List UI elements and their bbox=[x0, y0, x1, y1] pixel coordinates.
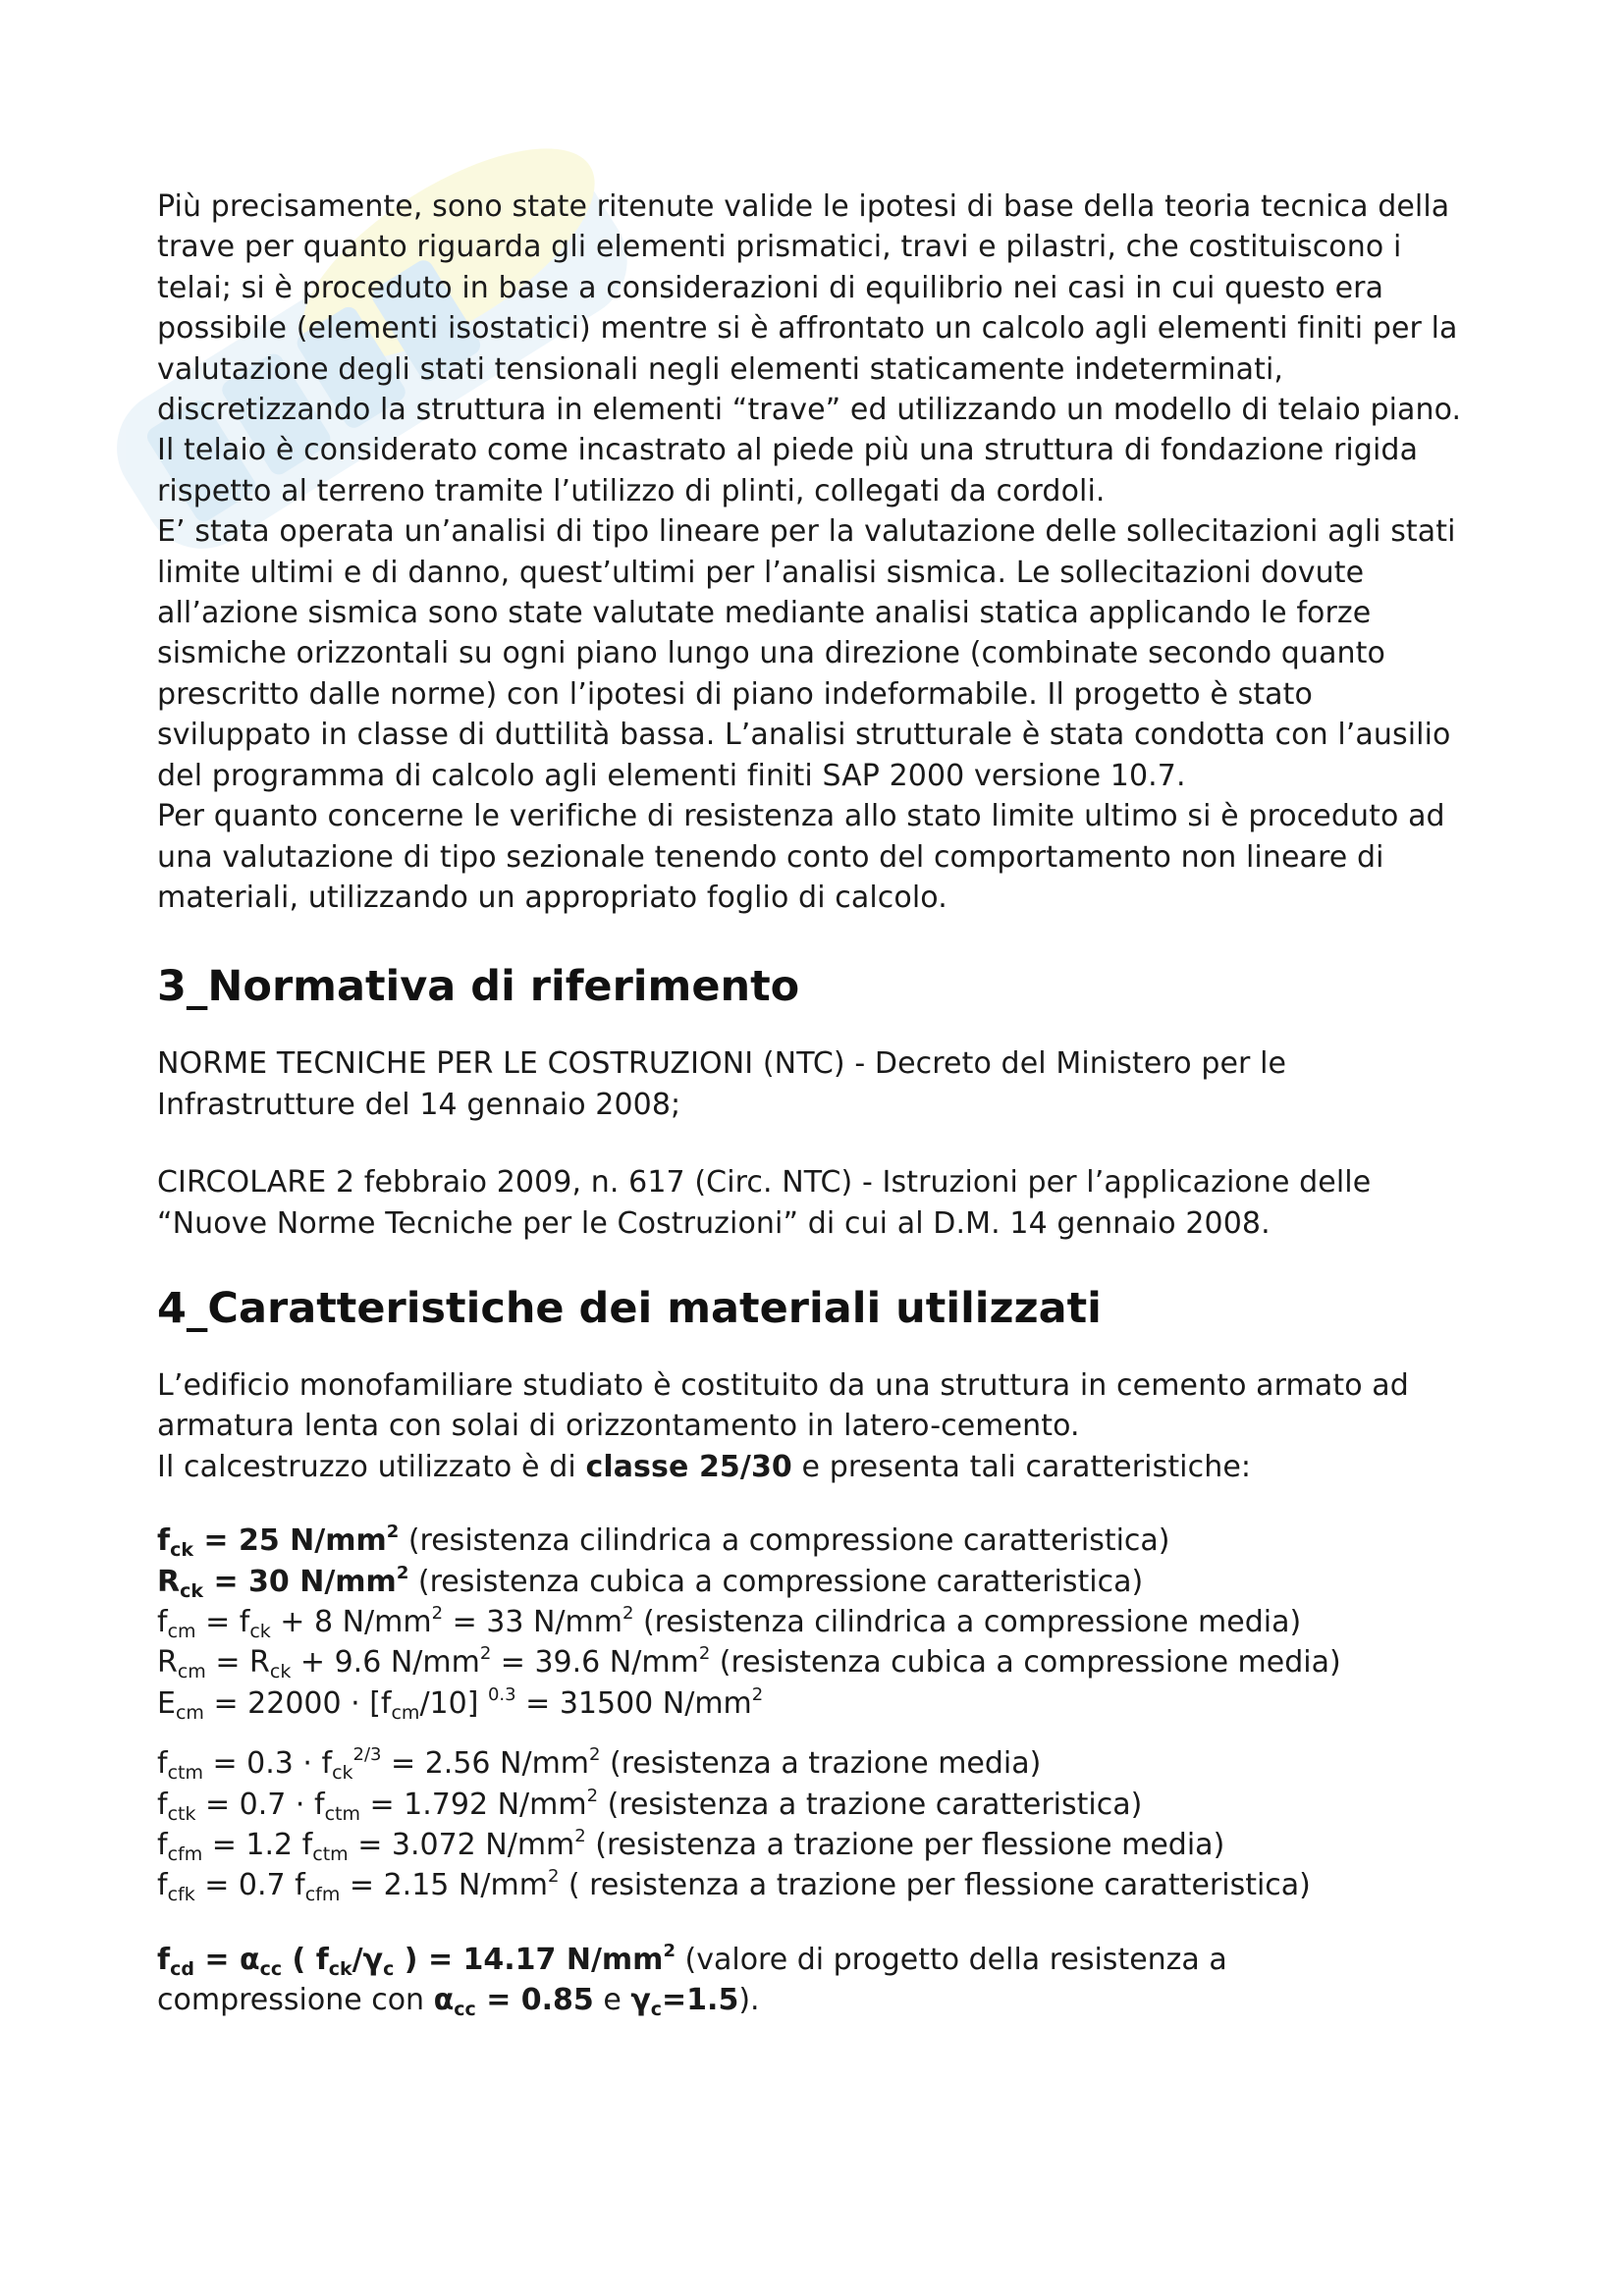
concrete-properties bbox=[157, 1521, 1473, 1906]
formula-fcm: $f_{cm} = f_{ck} + 8$ $N/mm^2 = 33$ $N/mm^2$ (resistenza cilindrica a compressione media) bbox=[157, 1602, 1302, 1642]
reference-circolare: CIRCOLARE 2 febbraio 2009, n. 617 (Circ. NTC) - Istruzioni per l’applicazione delle “Nuove Norme Tecniche per le Costruzioni” di cui al D.M. 14 gennaio 2008. bbox=[157, 1165, 1372, 1241]
section-materiali bbox=[157, 1281, 1473, 2021]
formula-fcfm: $f_{cfm} = 1.2$ $f_{ctm} = 3.072$ $N/mm^2$ (resistenza a trazione per flessione media) bbox=[157, 1826, 1225, 1865]
design-strength bbox=[157, 1940, 1473, 2021]
formula-fck: $f_{ck} = 25$ $N/mm^2$ (resistenza cilindrica a compressione caratteristica) bbox=[157, 1522, 1170, 1562]
formula-fcfk: $f_{cfk} = 0.7$ $f_{cfm} = 2.15$ $N/mm^2$ ( resistenza a trazione per flessione caratteristica) bbox=[157, 1866, 1311, 1906]
formula-fctk: $f_{ctk} = 0.7 \cdot f_{ctm} = 1.792$ $N/mm^2$ (resistenza a trazione caratteristica) bbox=[157, 1785, 1143, 1825]
section-4-title: 4_Caratteristiche dei materiali utilizzati bbox=[157, 1283, 1102, 1333]
section-normativa bbox=[157, 959, 1473, 1244]
concrete-class-line: Il calcestruzzo utilizzato è di classe 25/30 e presenta tali caratteristiche: bbox=[157, 1449, 1252, 1484]
section-3-title: 3_Normativa di riferimento bbox=[157, 962, 800, 1012]
document-page bbox=[157, 187, 1473, 2021]
formula-fctm: $f_{ctm} = 0.3 \cdot f_{ck}^{2/3} = 2.56$ $N/mm^2$ (resistenza a trazione media) bbox=[157, 1744, 1042, 1785]
materials-intro: L’edificio monofamiliare studiato è costituito da una struttura in cemento armato ad armatura lenta con solai di orizzontamento in latero-cemento. bbox=[157, 1367, 1409, 1444]
intro-paragraph-3: Per quanto concerne le verifiche di resistenza allo stato limite ultimo si è proceduto ad una valutazione di tipo sezionale tenendo conto del comportamento non lineare di materiali, utilizzando un appropriato foglio di calcolo. bbox=[157, 799, 1445, 915]
formula-fcd: $f_{cd} = \alpha_{cc}$ ( $f_{ck}/\gamma_c$ ) = 14.17 $N/mm^2$ (valore di progetto della resistenza a bbox=[157, 1940, 1227, 1980]
formula-rck: $R_{ck} = 30$ $N/mm^2$ (resistenza cubica a compressione caratteristica) bbox=[157, 1562, 1144, 1602]
concrete-class: classe 25/30 bbox=[585, 1449, 792, 1484]
reference-ntc: NORME TECNICHE PER LE COSTRUZIONI (NTC) - Decreto del Ministero per le Infrastrutture del 14 gennaio 2008; bbox=[157, 1046, 1287, 1122]
formula-ecm: $E_{cm} = 22000 \cdot [f_{cm}/10] ^{0.3} = 31500$ $N/mm^2$ bbox=[157, 1683, 764, 1724]
intro-paragraph-1: Più precisamente, sono state ritenute valide le ipotesi di base della teoria tecnica della trave per quanto riguarda gli elementi prismatici, travi e pilastri, che costituiscono i telai; si è proceduto in base a considerazioni di equilibrio nei casi in cui questo era possibile (elementi isostatici) mentre si è affrontato un calcolo agli elementi finiti per la valutazione degli stati tensionali negli elementi staticamente indeterminati, discretizzando la struttura in elementi “trave” ed utilizzando un modello di telaio piano. Il telaio è considerato come incastrato al piede più una struttura di fondazione rigida rispetto al terreno tramite l’utilizzo di plinti, collegati da cordoli. bbox=[157, 189, 1462, 508]
intro-paragraph-2: E’ stata operata un’analisi di tipo lineare per la valutazione delle sollecitazioni agli stati limite ultimi e di danno, quest’ultimi per l’analisi sismica. Le sollecitazioni dovute all’azione sismica sono state valutate mediante analisi statica applicando le forze sismiche orizzontali su ogni piano lungo una direzione (combinate secondo quanto prescritto dalle norme) con l’ipotesi di piano indeformabile. Il progetto è stato sviluppato in classe di duttilità bassa. L’analisi strutturale è stata condotta con l’ausilio del programma di calcolo agli elementi finiti SAP 2000 versione 10.7. bbox=[157, 514, 1456, 793]
formula-fcd-coefficients: compressione con $\alpha_{cc} = 0.85$ e $\gamma_c=1.5$). bbox=[157, 1983, 760, 2021]
formula-rcm: $R_{cm} = R_{ck} + 9.6$ $N/mm^2 = 39.6$ $N/mm^2$ (resistenza cubica a compressione media) bbox=[157, 1643, 1341, 1683]
intro-text bbox=[157, 187, 1473, 918]
